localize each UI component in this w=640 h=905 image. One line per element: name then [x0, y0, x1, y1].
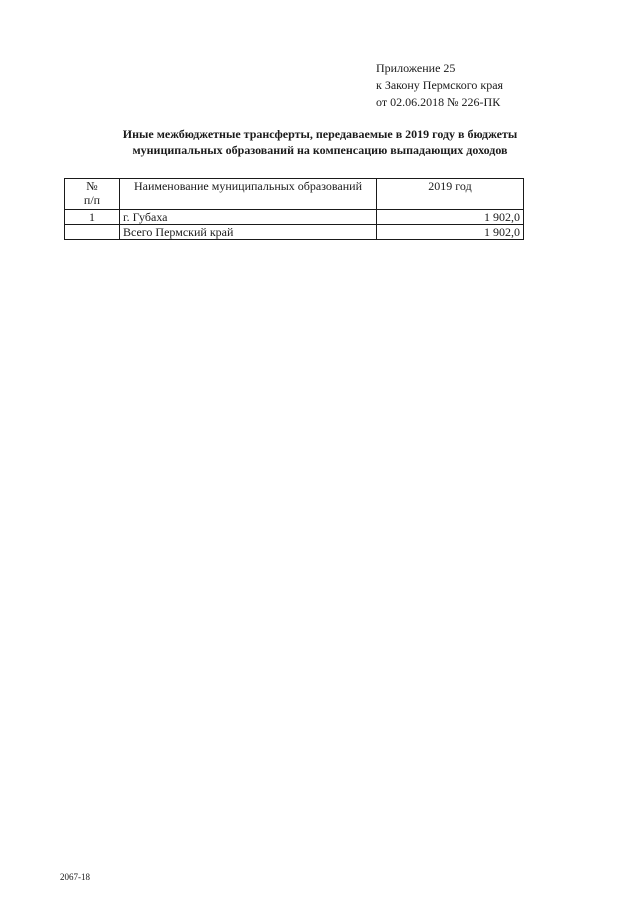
- header-year: 2019 год: [377, 179, 524, 210]
- appendix-law-reference: к Закону Пермского края: [376, 78, 504, 92]
- row-number: 1: [65, 210, 120, 225]
- transfers-table: [64, 178, 524, 240]
- total-label: Всего Пермский край: [120, 225, 377, 240]
- total-value: 1 902,0: [377, 225, 524, 240]
- header-number-symbol: №: [86, 179, 98, 193]
- header-number: [65, 179, 120, 210]
- document-title-line-1: Иные межбюджетные трансферты, передаваемые в 2019 году в бюджеты: [122, 127, 518, 141]
- document-code: 2067-18: [60, 872, 90, 882]
- table-total-row: [65, 225, 524, 240]
- appendix-law-date: от 02.06.2018 № 226-ПК: [376, 95, 501, 109]
- header-number-abbr: п/п: [83, 193, 101, 207]
- document-title-line-2: муниципальных образований на компенсацию выпадающих доходов: [132, 143, 508, 157]
- row-value: 1 902,0: [377, 210, 524, 225]
- appendix-header: [376, 60, 503, 111]
- document-title: [60, 126, 580, 158]
- table-header-row: [65, 179, 524, 210]
- header-municipality: Наименование муниципальных образований: [120, 179, 377, 210]
- table-row: [65, 210, 524, 225]
- appendix-number: Приложение 25: [376, 61, 456, 75]
- total-number: [65, 225, 120, 240]
- row-municipality: г. Губаха: [120, 210, 377, 225]
